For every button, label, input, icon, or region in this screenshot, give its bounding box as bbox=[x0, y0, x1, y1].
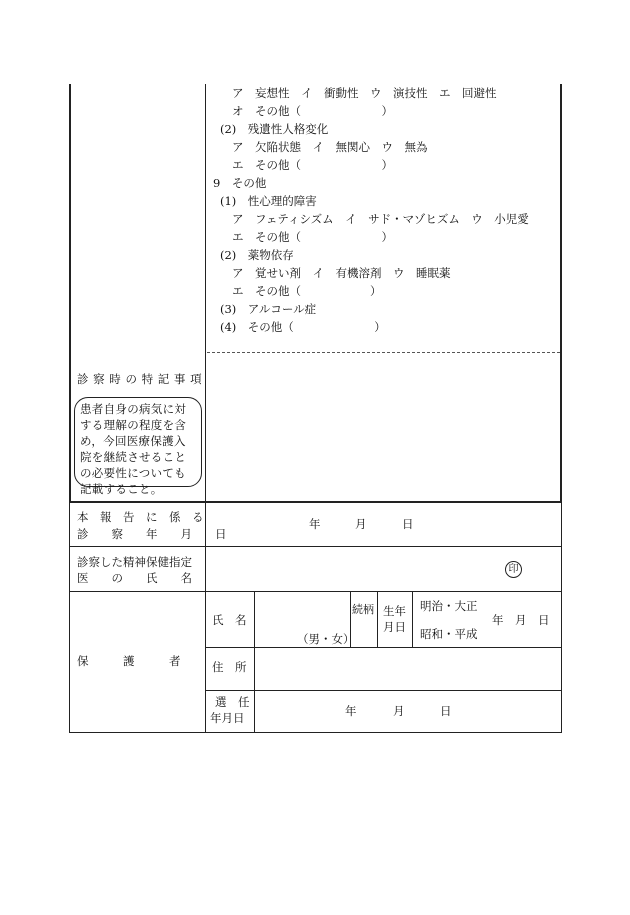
guardian-appoint-label-2: 年月日 bbox=[210, 711, 245, 725]
guardian-name-label: 氏 名 bbox=[212, 613, 247, 627]
guardian-appoint-month: 月 bbox=[393, 704, 405, 718]
row-divider-thick bbox=[69, 501, 562, 503]
relation-right-divider bbox=[377, 591, 378, 647]
list-item: (4) その他（ ） bbox=[220, 320, 386, 334]
row-divider-doctor bbox=[69, 546, 562, 547]
exam-month: 月 bbox=[355, 517, 367, 531]
special-notes-instruction: 患者自身の病気に対 する理解の程度を含 め，今回医療保護入 院を継続させること の必要性についても 記載すること。 bbox=[80, 402, 187, 496]
seal-mark: 印 bbox=[505, 561, 522, 578]
row-divider-guardian bbox=[69, 591, 562, 592]
list-item: エ その他（ ） bbox=[232, 284, 382, 298]
guardian-birth-label-2: 月日 bbox=[383, 620, 406, 634]
exam-date-label-line2: 診 察 年 月 日 bbox=[77, 527, 227, 541]
exam-date-label-line1: 本 報 告 に 係 る bbox=[77, 510, 204, 524]
list-item: ア 妄想性 イ 衝動性 ウ 演技性 エ 回避性 bbox=[232, 86, 497, 100]
exam-year: 年 bbox=[309, 517, 321, 531]
doctor-label-line2: 医 の 氏 名 bbox=[77, 571, 192, 585]
guardian-appoint-label-1: 選 任 bbox=[215, 695, 250, 709]
list-item: エ その他（ ） bbox=[232, 158, 393, 172]
list-item: (2) 薬物依存 bbox=[220, 248, 294, 262]
guardian-label: 保 護 者 bbox=[77, 654, 181, 668]
table-left-border-bold bbox=[69, 84, 71, 502]
exam-day: 日 bbox=[402, 517, 414, 531]
list-item: ア フェティシズム イ サド・マゾヒズム ウ 小児愛 bbox=[232, 212, 529, 226]
list-item: 9 その他 bbox=[213, 176, 267, 190]
list-item: (2) 残遺性人格変化 bbox=[220, 122, 329, 136]
guardian-address-label: 住 所 bbox=[212, 660, 247, 674]
doctor-label-line1: 診察した精神保健指定 bbox=[77, 555, 192, 569]
guardian-birth-label-1: 生年 bbox=[383, 604, 406, 618]
special-notes-dashed-line bbox=[207, 352, 560, 353]
list-item: ア 欠陥状態 イ 無関心 ウ 無為 bbox=[232, 140, 428, 154]
special-notes-label: 診 察 時 の 特 記 事 項 bbox=[77, 372, 203, 386]
list-item: エ その他（ ） bbox=[232, 230, 393, 244]
list-item: ア 覚せい剤 イ 有機溶剤 ウ 睡眠薬 bbox=[232, 266, 451, 280]
guardian-appoint-day: 日 bbox=[440, 704, 452, 718]
guardian-birth-ymd: 年 月 日 bbox=[492, 613, 550, 627]
list-item: オ その他（ ） bbox=[232, 104, 393, 118]
guardian-relation-label: 続柄 bbox=[352, 603, 374, 616]
table-right-border-bold bbox=[560, 84, 562, 502]
guardian-era-1: 明治・大正 bbox=[420, 599, 478, 613]
birth-label-divider bbox=[412, 591, 413, 647]
table-bottom-border bbox=[69, 732, 562, 733]
guardian-appoint-year: 年 bbox=[345, 704, 357, 718]
row-divider-address bbox=[205, 647, 562, 648]
label-column-divider bbox=[205, 84, 206, 733]
row-divider-appoint bbox=[205, 690, 562, 691]
guardian-era-2: 昭和・平成 bbox=[420, 627, 478, 641]
list-item: (1) 性心理的障害 bbox=[220, 194, 317, 208]
list-item: (3) アルコール症 bbox=[220, 302, 317, 316]
name-label-divider bbox=[254, 591, 255, 733]
guardian-gender: （男・女） bbox=[297, 632, 355, 646]
